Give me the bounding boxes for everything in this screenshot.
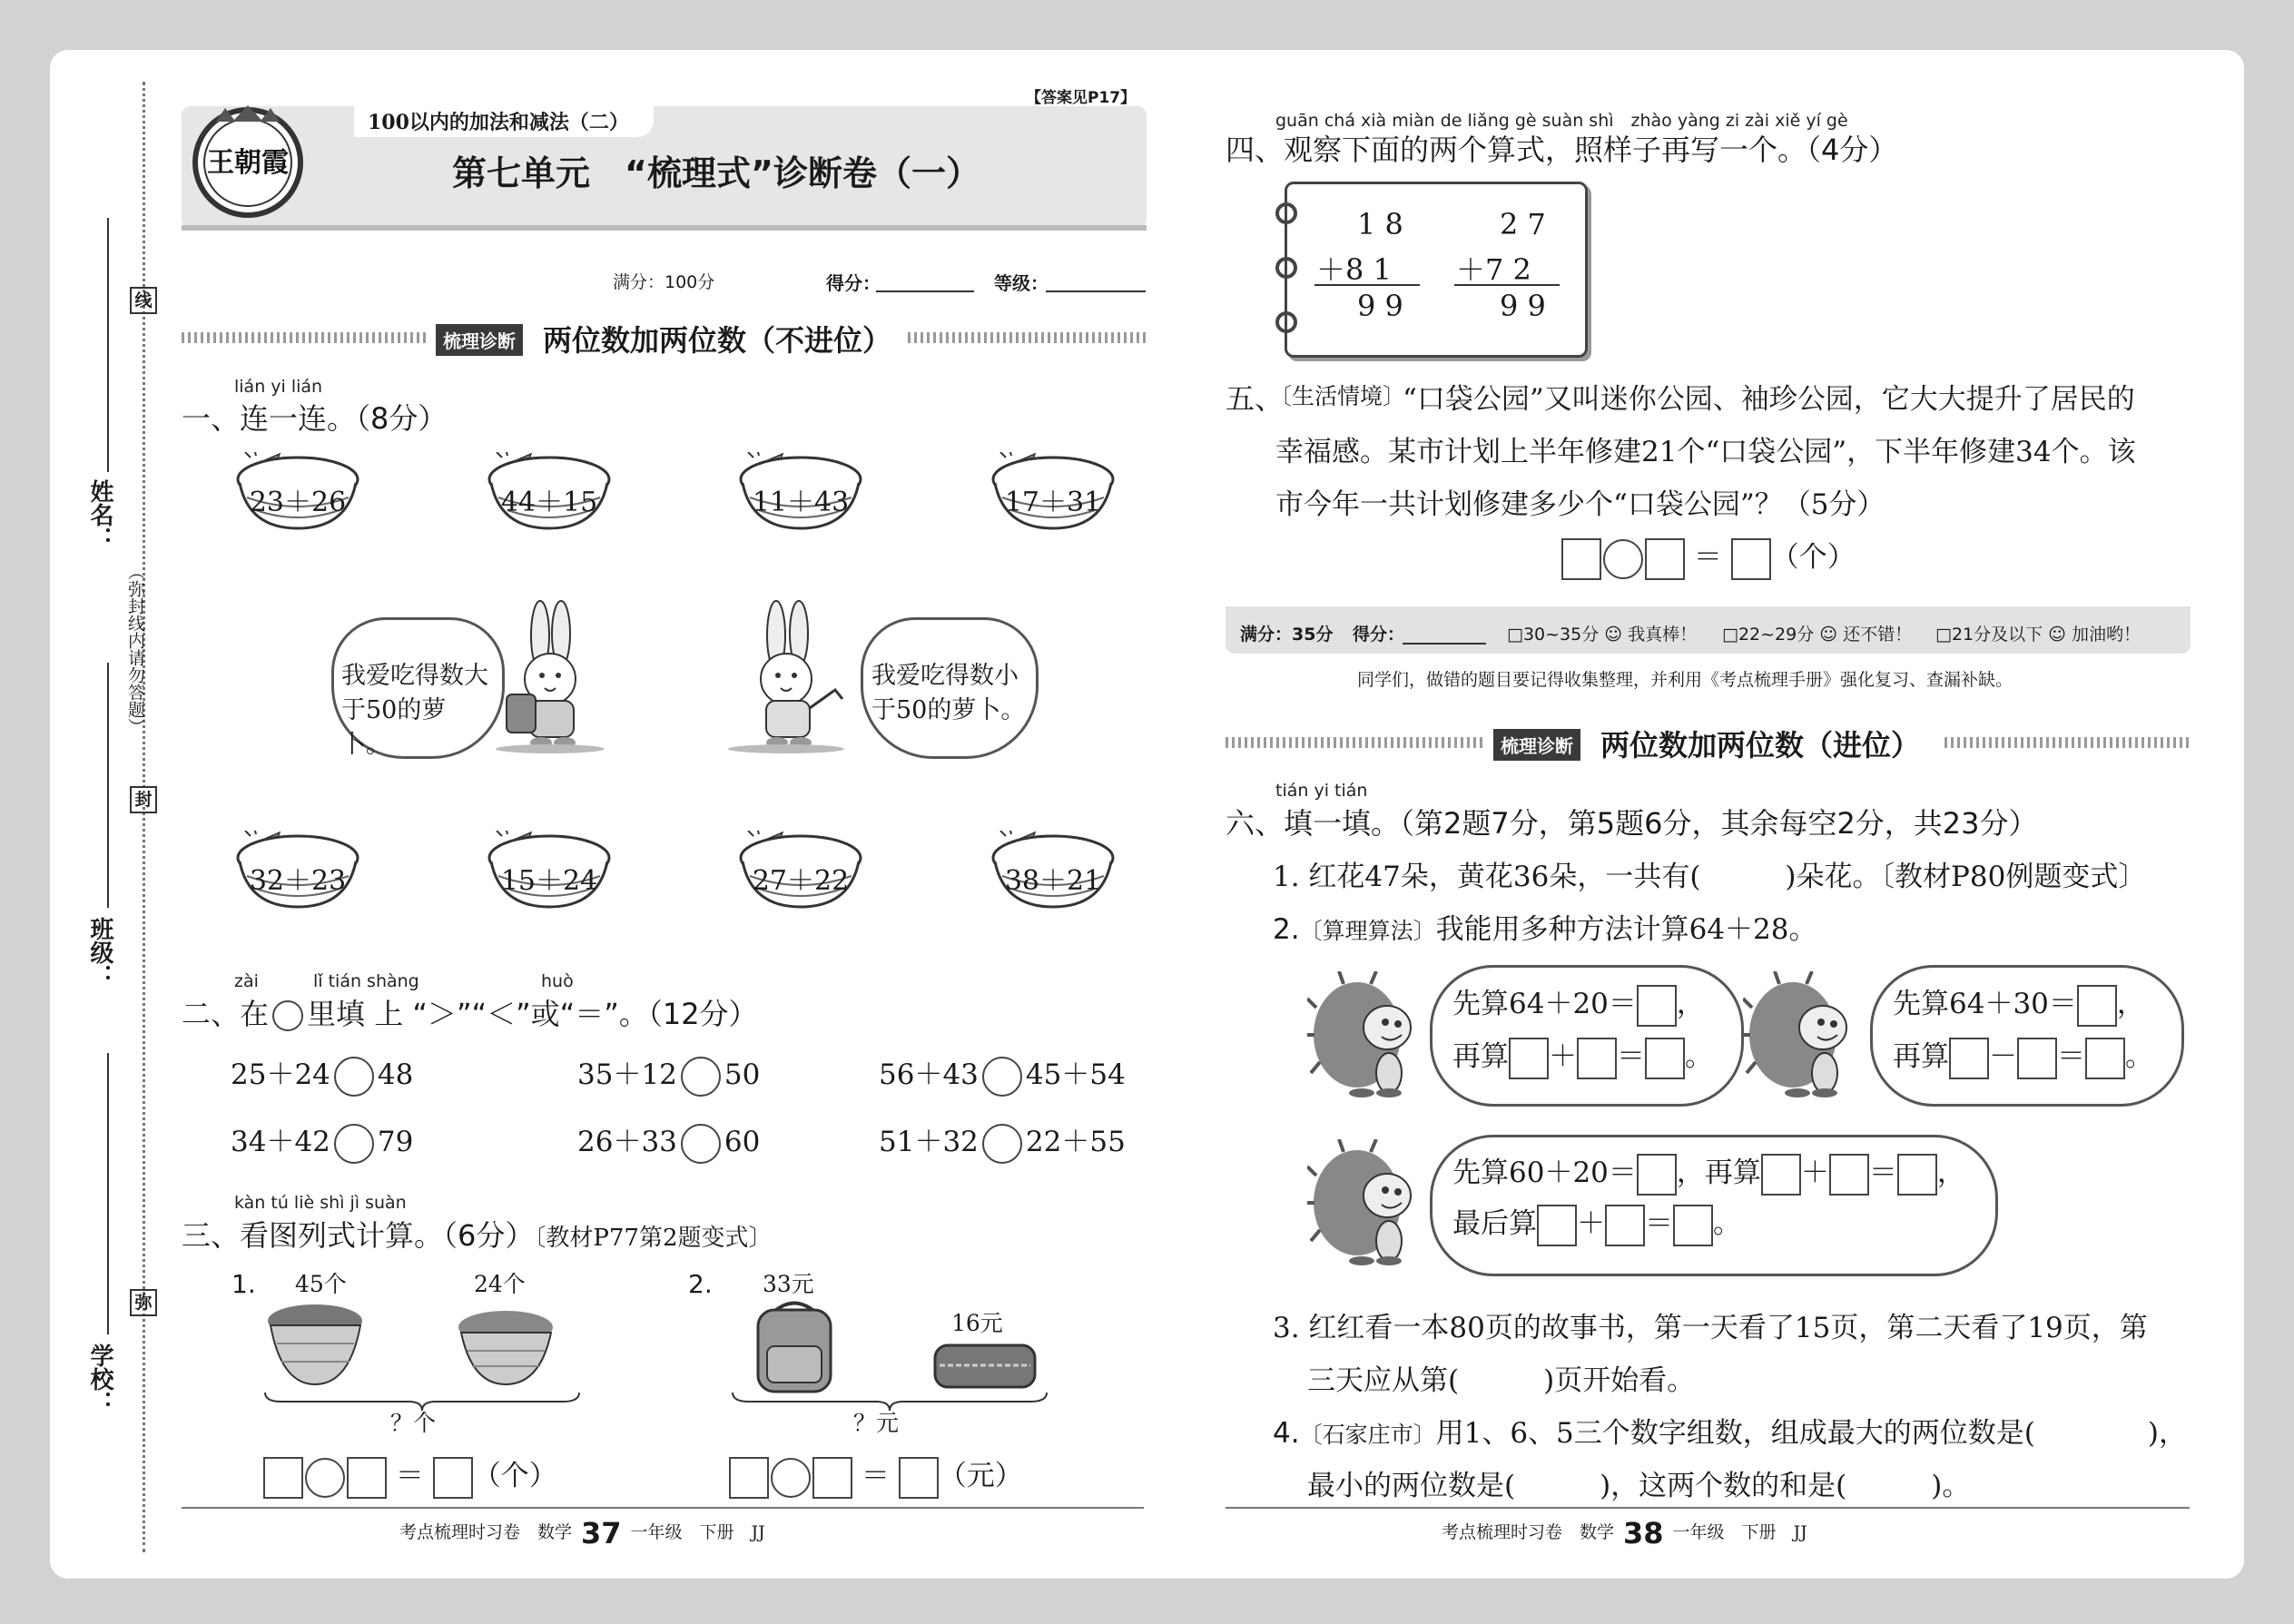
section2-title: 两位数加两位数（进位） <box>1600 728 1921 763</box>
q2-label-a: 二、在 <box>182 997 270 1031</box>
q6-sub2-tag: 〔算理算法〕 <box>1299 918 1436 944</box>
grade-label: 等级： <box>994 272 1049 294</box>
seal-notice: （弥封线内请勿答题） <box>125 563 145 735</box>
q4-eq1-result: 9 9 <box>1357 289 1403 323</box>
score-blank <box>876 290 974 292</box>
scorebar-score: 得分： <box>1353 625 1405 645</box>
seal-mi: 弥 <box>130 1289 157 1316</box>
q5-line2: 幸福感。某市计划上半年修建21个“口袋公园”，下半年修建34个。该 <box>1275 436 2136 468</box>
answer-box[interactable] <box>729 1457 769 1499</box>
scorebar-range1-text: 我真棒！ <box>1628 625 1698 645</box>
q3-ref: 〔教材P77第2题变式〕 <box>534 1225 773 1252</box>
q4-label: 四、观察下面的两个算式，照样子再写一个。（4分） <box>1226 133 1898 167</box>
q3-part2-unit: （元） <box>938 1460 1023 1492</box>
q6-sub2-num: 2. <box>1273 913 1300 946</box>
section2-hatch-right <box>1944 737 2190 748</box>
bowl-expression: 38＋21 <box>1004 865 1102 897</box>
page-number-right: 38 <box>1623 1516 1664 1550</box>
section1-hatch-right <box>908 332 1146 343</box>
compare-right: 60 <box>724 1126 761 1158</box>
q3-part2-number: 2. <box>688 1269 713 1299</box>
class-line <box>107 663 109 908</box>
answer-box[interactable] <box>1731 538 1771 580</box>
cloud2-line2: 再算 － ＝ 。 <box>1893 1033 2153 1079</box>
compare-circle[interactable] <box>982 1057 1022 1097</box>
answer-box[interactable] <box>1645 1038 1685 1079</box>
compare-left: 34＋42 <box>231 1126 330 1158</box>
scorebar-range3: □21分及以下 ☺ 加油哟！ <box>1935 625 2141 645</box>
bowl-expression: 11＋43 <box>752 487 850 518</box>
footer-right-grade: 一年级 下册 JJ <box>1672 1522 1807 1542</box>
scorebar-full: 满分：35分 <box>1240 625 1334 645</box>
school-line <box>107 1053 109 1334</box>
scorebar-tip: 同学们，做错的题目要记得收集整理，并利用《考点梳理手册》强化复习、查漏补缺。 <box>1357 670 2013 690</box>
footer-right-subject: 考点梳理时习卷 数学 <box>1442 1522 1615 1542</box>
q4-eq2-top: 2 7 <box>1500 207 1546 241</box>
footer-right-rule <box>1226 1507 2190 1509</box>
speech-bubble-left-text: 我爱吃得数大于50的萝卜。 <box>341 662 488 759</box>
q5-line3: 市今年一共计划修建多少个“口袋公园”？（5分） <box>1275 488 1885 521</box>
scorebar-range2-label: □22~29分 <box>1722 625 1815 645</box>
answer-box[interactable] <box>1829 1154 1869 1196</box>
q6-pinyin: tián yi tián <box>1275 781 1368 801</box>
cloud3-line1: 先算60＋20＝ ，再算 ＋ ＝ ， <box>1452 1149 1965 1196</box>
hedgehog-icon <box>1307 1139 1421 1266</box>
answer-box[interactable] <box>899 1457 939 1499</box>
scorebar-range2: □22~29分 ☺ 还不错！ <box>1722 625 1913 645</box>
footer-left-grade: 一年级 下册 JJ <box>630 1522 765 1542</box>
hedgehog-icon <box>1307 971 1421 1098</box>
answer-box[interactable] <box>1637 985 1677 1027</box>
carrot-bowl-top-2[interactable] <box>486 452 613 534</box>
q3-part1-unit: （个） <box>472 1460 557 1492</box>
q4-eq2-result: 9 9 <box>1500 289 1546 323</box>
school-label: 学校： <box>86 1343 113 1414</box>
scorebar-range2-text: 还不错！ <box>1843 625 1913 645</box>
compare-circle[interactable] <box>982 1124 1022 1164</box>
scorebar-range1-label: □30~35分 <box>1507 625 1600 645</box>
q3-part2-a: 33元 <box>763 1271 814 1297</box>
compare-left: 25＋24 <box>231 1058 330 1091</box>
operator-circle[interactable] <box>1603 539 1643 579</box>
q4-eq1-rule <box>1314 284 1420 286</box>
q5-equation: ＝ （个） <box>1561 534 1856 580</box>
q6-sub2 <box>1273 906 1817 947</box>
section2-hatch-left <box>1226 737 1484 748</box>
q2-pinyin-zai: zài <box>234 971 259 991</box>
compare-left: 35＋12 <box>577 1058 677 1091</box>
binder-rings-icon <box>1271 195 1302 340</box>
score-label: 得分： <box>826 272 881 294</box>
carrot-bowl-bottom-1[interactable] <box>234 831 361 912</box>
bowl-expression: 32＋23 <box>249 865 347 897</box>
section1-title: 两位数加两位数（不进位） <box>543 323 892 358</box>
compare-item <box>577 1118 760 1164</box>
footer-left <box>399 1516 765 1550</box>
compare-circle[interactable] <box>681 1124 721 1164</box>
q4-eq1-top: 1 8 <box>1357 207 1403 241</box>
section2-tag: 梳理诊断 <box>1493 729 1580 761</box>
grade-blank <box>1046 290 1146 292</box>
scorebar-range3-text: 加油哟！ <box>2072 625 2141 645</box>
name-line <box>107 218 109 472</box>
q6-label: 六、填一填。（第2题7分，第5题6分，其余每空2分，共23分） <box>1226 806 2038 841</box>
cloud1-line1: 先算64＋20＝ ， <box>1452 980 1705 1027</box>
q4-eq2-rule <box>1454 284 1560 286</box>
q5-line1: “口袋公园”又叫迷你公园、袖珍公园，它大大提升了居民的 <box>1403 383 2135 416</box>
compare-circle[interactable] <box>334 1124 374 1164</box>
q6-sub4-tag: 〔石家庄市〕 <box>1299 1422 1436 1448</box>
q6-sub4-line2: 最小的两位数是( )，这两个数的和是( )。 <box>1307 1470 1971 1502</box>
answer-box[interactable] <box>1673 1205 1713 1246</box>
q4-pinyin: guān chá xià miàn de liǎng gè suàn shì zhào yàng zi zài xiě yí gè <box>1275 111 1848 131</box>
section1-hatch-left <box>182 332 427 343</box>
q3-label <box>182 1213 773 1255</box>
basket-icon <box>454 1307 558 1389</box>
carrot-bowl-top-1[interactable] <box>234 452 361 534</box>
q6-sub4-text: 用1、6、5三个数字组数，组成最大的两位数是( )， <box>1435 1417 2187 1450</box>
bowl-expression: 44＋15 <box>500 487 598 518</box>
q6-sub2-text: 我能用多种方法计算64＋28。 <box>1435 913 1817 946</box>
name-label: 姓名： <box>86 479 113 550</box>
q3-part2-b: 16元 <box>951 1310 1003 1336</box>
q5-tag: 〔生活情境〕 <box>1269 383 1406 409</box>
footer-left-subject: 考点梳理时习卷 数学 <box>399 1522 573 1542</box>
cloud3-text-c: 最后算 <box>1452 1207 1537 1240</box>
compare-left: 26＋33 <box>577 1126 677 1158</box>
compare-left: 56＋43 <box>879 1058 979 1091</box>
q3-part2-total: ？元 <box>853 1410 900 1436</box>
hedgehog-icon <box>1743 971 1856 1098</box>
q2-circle-icon <box>272 1000 303 1031</box>
q1-pinyin: lián yi lián <box>234 377 323 397</box>
svg-text:王朝霞: 王朝霞 <box>207 147 289 179</box>
seal-xian: 线 <box>130 287 157 314</box>
q5-unit: （个） <box>1770 541 1856 574</box>
q3-label-text: 三、看图列式计算。（6分） <box>182 1218 535 1253</box>
compare-right: 45＋54 <box>1025 1058 1126 1091</box>
bunny-right-illustration <box>726 599 853 753</box>
carrot-bowl-bottom-3[interactable] <box>737 831 864 912</box>
answer-box[interactable] <box>347 1457 387 1499</box>
q2-label <box>182 991 758 1033</box>
footer-right <box>1442 1516 1807 1550</box>
class-label: 班级： <box>86 917 113 988</box>
cloud2-text-a: 先算64＋30＝ <box>1893 988 2077 1020</box>
header-subtitle: 100以内的加法和减法（二） <box>368 111 629 134</box>
answer-box[interactable] <box>1577 1038 1617 1079</box>
compare-circle[interactable] <box>681 1057 721 1097</box>
footer-left-rule <box>182 1507 1144 1509</box>
compare-right: 22＋55 <box>1025 1126 1126 1158</box>
answer-box[interactable] <box>1537 1205 1577 1246</box>
q3-part1-b: 24个 <box>474 1271 526 1297</box>
q3-part1-number: 1. <box>231 1269 256 1299</box>
pencil-case-icon <box>930 1338 1039 1393</box>
q2-pinyin-li: lǐ tián shàng <box>313 971 419 991</box>
speech-bubble-right-text: 我爱吃得数小于50的萝卜。 <box>871 662 1026 724</box>
compare-item <box>879 1118 1126 1164</box>
cloud3-text-a: 先算60＋20＝ <box>1452 1156 1637 1189</box>
answer-box[interactable] <box>1509 1038 1549 1079</box>
compare-item <box>577 1051 760 1097</box>
answer-box[interactable] <box>2017 1038 2057 1079</box>
scorebar-blank <box>1403 643 1486 645</box>
compare-item <box>231 1118 413 1164</box>
seal-feng: 封 <box>130 786 157 813</box>
q3-part1-equation: ＝ （个） <box>263 1452 557 1499</box>
compare-item <box>231 1051 413 1097</box>
operator-circle[interactable] <box>771 1458 811 1498</box>
bowl-expression: 15＋24 <box>500 865 598 897</box>
q3-pinyin: kàn tú liè shì jì suàn <box>234 1193 407 1213</box>
brand-logo <box>189 103 307 221</box>
cloud1-line2: 再算 ＋ ＝ 。 <box>1452 1033 1713 1079</box>
q4-eq1-mid: ＋8 1 <box>1316 252 1392 287</box>
answer-box[interactable] <box>2085 1038 2125 1079</box>
backpack-icon <box>744 1296 844 1396</box>
scorebar-range3-label: □21分及以下 <box>1935 625 2043 645</box>
q2-label-b: 里填 上 “＞”“＜”或“＝”。（12分） <box>307 997 758 1031</box>
compare-left: 51＋32 <box>879 1126 979 1158</box>
q6-sub4-line1 <box>1273 1410 2187 1451</box>
q6-sub3-line2: 三天应从第( )页开始看。 <box>1307 1364 1696 1397</box>
compare-right: 50 <box>724 1058 761 1091</box>
compare-right: 79 <box>377 1126 414 1158</box>
full-score: 满分：100分 <box>613 272 715 292</box>
section1-tag: 梳理诊断 <box>436 324 523 356</box>
carrot-bowl-bottom-2[interactable] <box>486 831 613 912</box>
operator-circle[interactable] <box>305 1458 345 1498</box>
bowl-expression: 23＋26 <box>249 487 347 518</box>
q4-eq2-mid: ＋7 2 <box>1456 252 1531 287</box>
answer-box[interactable] <box>812 1457 852 1499</box>
answer-box[interactable] <box>1761 1154 1801 1196</box>
answer-box[interactable] <box>1645 538 1685 580</box>
answer-box[interactable] <box>1897 1154 1937 1196</box>
cloud1-text-a: 先算64＋20＝ <box>1452 988 1637 1020</box>
page-title: 第七单元 “梳理式”诊断卷（一） <box>452 153 980 193</box>
answer-reference: 【答案见P17】 <box>1026 89 1137 107</box>
basket-icon <box>263 1298 368 1389</box>
cloud2-line1: 先算64＋30＝ ， <box>1893 980 2145 1027</box>
answer-box[interactable] <box>433 1457 473 1499</box>
q3-part1-a: 45个 <box>295 1271 347 1297</box>
answer-box[interactable] <box>1605 1205 1645 1246</box>
q6-sub3-line1: 3. 红红看一本80页的故事书，第一天看了15页，第二天看了19页，第 <box>1273 1312 2148 1344</box>
carrot-bowl-bottom-4[interactable] <box>989 831 1117 912</box>
cloud3-text-b: ，再算 <box>1676 1156 1761 1189</box>
q6-sub1: 1. 红花47朵，黄花36朵，一共有( )朵花。〔教材P80例题变式〕 <box>1273 861 2147 893</box>
q2-pinyin-huo: huò <box>541 971 574 991</box>
cloud3-line2: 最后算 ＋ ＝ 。 <box>1452 1200 1741 1246</box>
q6-sub4-num: 4. <box>1273 1417 1300 1450</box>
carrot-bowl-top-4[interactable] <box>989 452 1117 534</box>
answer-box[interactable] <box>1949 1038 1989 1079</box>
page-number-left: 37 <box>581 1516 622 1550</box>
answer-box[interactable] <box>263 1457 303 1499</box>
answer-box[interactable] <box>1561 538 1601 580</box>
answer-box[interactable] <box>2077 985 2117 1027</box>
scorebar-range1: □30~35分 ☺ 我真棒！ <box>1507 625 1698 645</box>
answer-box[interactable] <box>1637 1154 1677 1196</box>
cloud2-text-b: 再算 <box>1893 1040 1949 1073</box>
compare-circle[interactable] <box>334 1057 374 1097</box>
q3-part2-equation: ＝ （元） <box>729 1452 1023 1499</box>
compare-right: 48 <box>377 1058 414 1091</box>
bowl-expression: 17＋31 <box>1004 487 1102 518</box>
header-underbar <box>182 225 1147 231</box>
q5-prefix: 五、 <box>1226 381 1285 416</box>
q1-label: 一、连一连。（8分） <box>182 401 448 436</box>
bunny-left-illustration <box>490 599 608 753</box>
q3-part1-total: ？个 <box>390 1410 437 1436</box>
bowl-expression: 27＋22 <box>752 865 850 897</box>
compare-item <box>879 1051 1126 1097</box>
carrot-bowl-top-3[interactable] <box>737 452 864 534</box>
cloud1-text-b: 再算 <box>1452 1040 1509 1073</box>
